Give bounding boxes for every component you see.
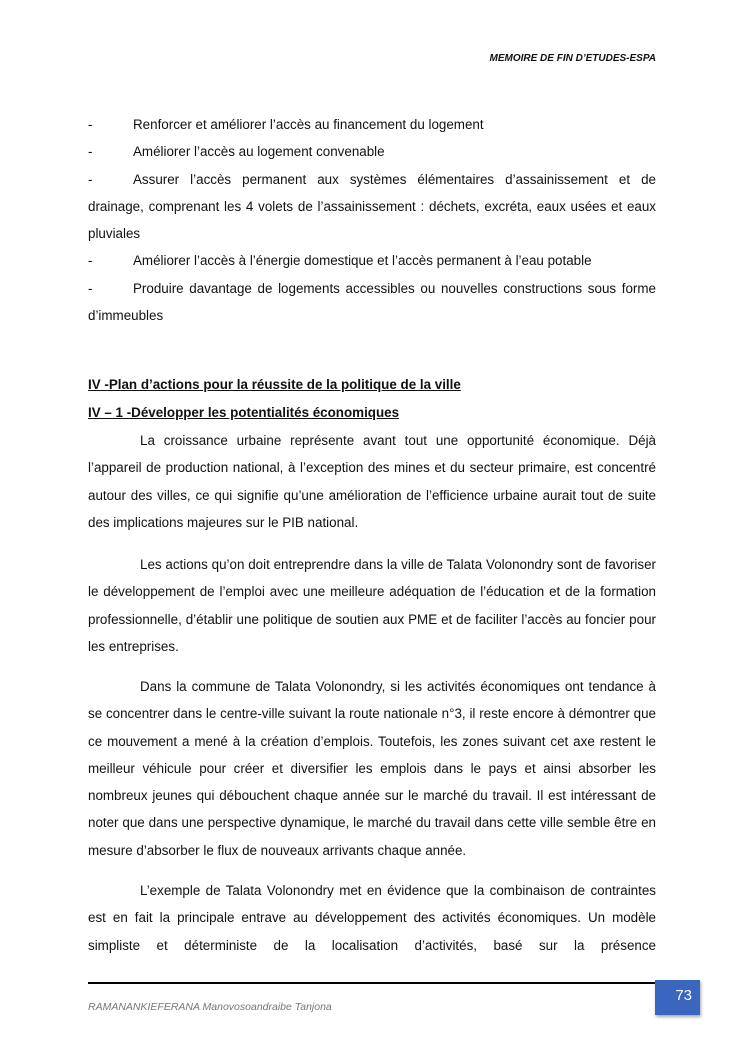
footer-author: RAMANANKIEFERANA Manovosoandraibe Tanjona	[88, 1001, 332, 1013]
list-item	[88, 275, 656, 330]
list-item-text: Assurer l’accès permanent aux systèmes élémentaires d’assainissement et de drainage, comprenant les 4 volets de l’assainissement : déchets, excréta, eaux usées et eaux pluviales	[88, 171, 656, 242]
list-item-text: Améliorer l’accès au logement convenable	[133, 144, 385, 160]
list-item	[88, 111, 656, 138]
subsection-heading: IV – 1 -Développer les potentialités économiques	[88, 405, 400, 420]
paragraph: Les actions qu’on doit entreprendre dans la ville de Talata Volonondry sont de favoriser le développement de l’emploi avec une meilleure adéquation de l’éducation et de la formation professionnelle, d’établir une politique de soutien aux PME et de faciliter l’accès au foncier pour les entreprises.	[88, 557, 656, 654]
paragraph: La croissance urbaine représente avant tout une opportunité économique. Déjà l’appareil de production national, à l’exception des mines et du secteur primaire, est concentré autour des villes, ce qui signifie qu’une amélioration de l’efficience urbaine aurait tout de suite des implications majeures sur le PIB national.	[88, 433, 656, 530]
list-item	[88, 247, 656, 274]
paragraph: Dans la commune de Talata Volonondry, si les activités économiques ont tendance à se concentrer dans le centre-ville suivant la route nationale n°3, il reste encore à démontrer que ce mouvement a mené à la création d’emplois. Toutefois, les zones suivant cet axe restent le meilleur véhicule pour créer et diversifier les emplois dans le pays et ainsi absorber les nombreux jeunes qui débouchent chaque année sur le marché du travail. Il est intéressant de noter que dans une perspective dynamique, le marché du travail dans cette ville semble être en mesure d’absorber le flux de nouveaux arrivants chaque année.	[88, 679, 656, 858]
list-item-text: Améliorer l’accès à l’énergie domestique et l’accès permanent à l’eau potable	[133, 253, 592, 269]
running-header: MEMOIRE DE FIN D’ETUDES-ESPA	[489, 53, 656, 64]
list-item-text: Produire davantage de logements accessibles ou nouvelles constructions sous forme d’immeubles	[88, 280, 656, 324]
section-heading: IV -Plan d’actions pour la réussite de la politique de la ville	[88, 377, 461, 392]
bullet-dash: -	[88, 171, 93, 187]
page-number: 73	[655, 980, 700, 1015]
bullet-list	[88, 111, 656, 329]
bullet-dash: -	[88, 280, 93, 296]
paragraph: L’exemple de Talata Volonondry met en évidence que la combinaison de contraintes est en fait la principale entrave au développement des activités économiques. Un modèle simpliste et déterministe de la localisation d’activités, basé sur la présence	[88, 883, 656, 953]
list-item	[88, 138, 656, 165]
bullet-dash: -	[88, 253, 93, 269]
footer-rule	[88, 982, 673, 984]
list-item-text: Renforcer et améliorer l’accès au financement du logement	[133, 117, 484, 132]
bullet-dash: -	[88, 117, 93, 132]
list-item	[88, 166, 656, 248]
bullet-dash: -	[88, 144, 93, 160]
